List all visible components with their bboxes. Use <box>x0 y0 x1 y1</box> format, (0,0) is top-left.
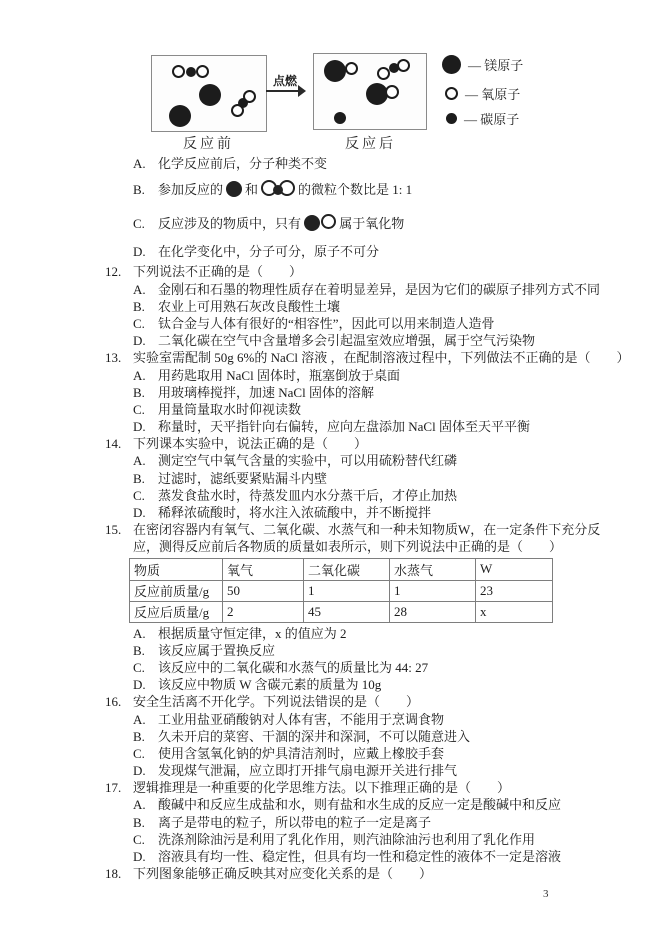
table-cell: 2 <box>223 601 304 622</box>
table-cell: 23 <box>476 580 553 601</box>
option-17-a: A. 酸碱中和反应生成盐和水，则有盐和水生成的反应一定是酸碱中和反应 <box>133 797 562 813</box>
option-15-b: B. 该反应属于置换反应 <box>133 642 276 658</box>
before-label: 反应前 <box>183 137 234 152</box>
option-12-a: A. 金刚石和石墨的物理性质存在着明显差异，是因为它们的碳原子排列方式不同 <box>133 281 601 297</box>
option-16-d: D. 发现煤气泄漏，应立即打开排气扇电源开关进行排气 <box>133 763 458 779</box>
magnesium-atom-icon <box>442 55 461 74</box>
magnesium-atom-icon <box>304 215 320 231</box>
option-13-a: A. 用药匙取用 NaCl 固体时，瓶塞倒放于桌面 <box>133 367 400 383</box>
option-15-c: C. 该反应中的二氧化碳和水蒸气的质量比为 44: 27 <box>133 659 429 675</box>
oxygen-atom-icon <box>397 59 410 72</box>
table-cell: 反应后质量/g <box>130 601 223 622</box>
question-12: 12. 下列说法不正确的是（ ） <box>105 264 303 280</box>
reaction-diagram <box>0 0 661 150</box>
legend-label: — 氧原子 <box>465 87 521 102</box>
option-11-a: A. 化学反应前后，分子种类不变 <box>133 156 328 171</box>
question-body <box>0 150 661 882</box>
page-number: 3 <box>543 888 549 900</box>
carbon-atom-icon <box>334 112 346 124</box>
question-15: 15. 在密闭容器内有氧气、二氧化碳、水蒸气和一种未知物质W，在一定条件下充分反 <box>105 522 601 538</box>
option-16-b: B. 久未开启的菜窖、干涸的深井和深洞，不可以随意进入 <box>133 728 471 744</box>
question-17: 17. 逻辑推理是一种重要的化学思维方法。以下推理正确的是（ ） <box>105 780 511 796</box>
question-15-line2: 应，测得反应前后各物质的质量如表所示，则下列说法中正确的是（ ） <box>133 539 563 555</box>
magnesium-atom-icon <box>199 84 221 106</box>
table-cell: x <box>476 601 553 622</box>
carbon-atom-icon <box>446 113 457 124</box>
co2-molecule-icon <box>261 180 295 200</box>
oxygen-atom-icon <box>172 65 185 78</box>
reaction-arrow-head <box>298 85 306 97</box>
option-11-d: D. 在化学变化中，分子可分，原子不可分 <box>133 244 380 260</box>
table-cell: 水蒸气 <box>390 558 476 580</box>
table-cell: 45 <box>304 601 390 622</box>
ignite-label: 点燃 <box>272 74 297 88</box>
oxygen-atom-icon <box>445 87 458 100</box>
table-cell: 反应前质量/g <box>130 580 223 601</box>
option-13-d: D. 称量时，天平指针向右偏转，应向左盘添加 NaCl 固体至天平平衡 <box>133 419 530 435</box>
option-15-a: A. 根据质量守恒定律，x 的值应为 2 <box>133 625 347 641</box>
table-row <box>130 601 553 622</box>
table-cell: 1 <box>304 580 390 601</box>
table-cell: 1 <box>390 580 476 601</box>
table-cell: 氧气 <box>223 558 304 580</box>
legend-item-o <box>445 84 520 103</box>
question-16: 16. 安全生活离不开化学。下列说法错误的是（ ） <box>105 694 420 710</box>
option-14-b: B. 过滤时，滤纸要紧贴漏斗内壁 <box>133 470 328 486</box>
question-18: 18. 下列图象能够正确反映其对应变化关系的是（ ） <box>105 866 433 882</box>
after-label: 反应后 <box>345 137 396 152</box>
option-13-b: B. 用玻璃棒搅拌，加速 NaCl 固体的溶解 <box>133 384 374 400</box>
carbon-atom-icon <box>238 98 248 108</box>
question-14: 14. 下列课本实验中，说法正确的是（ ） <box>105 436 368 452</box>
oxygen-atom-icon <box>377 67 390 80</box>
option-11-c: C. 反应涉及的物质中，只有 属于氧化物 <box>133 216 405 232</box>
reaction-after-box <box>313 53 427 130</box>
option-17-b: B. 离子是带电的粒子，所以带电的粒子一定是离子 <box>133 814 432 830</box>
table-cell: W <box>476 558 553 580</box>
mass-table <box>129 558 553 623</box>
option-11-b: B. 参加反应的 和 的微粒个数比是 1: 1 <box>0 180 661 200</box>
table-cell: 物质 <box>130 558 223 580</box>
oxygen-atom-icon <box>321 214 336 229</box>
magnesium-atom-icon <box>226 181 242 197</box>
magnesium-atom-icon <box>324 60 346 82</box>
carbon-atom-icon <box>186 67 196 77</box>
option-14-c: C. 蒸发食盐水时，待蒸发皿内水分蒸干后，才停止加热 <box>133 487 458 503</box>
option-14-a: A. 测定空气中氧气含量的实验中，可以用硫粉替代红磷 <box>133 453 458 469</box>
table-cell: 50 <box>223 580 304 601</box>
reaction-arrow <box>266 90 299 92</box>
option-14-d: D. 稀释浓硫酸时，将水注入浓硫酸中，并不断搅拌 <box>133 505 432 520</box>
option-12-b: B. 农业上可用熟石灰改良酸性土壤 <box>133 298 341 314</box>
oxygen-atom-icon <box>345 62 358 75</box>
option-12-d: D. 二氧化碳在空气中含量增多会引起温室效应增强，属于空气污染物 <box>133 333 536 349</box>
table-cell: 二氧化碳 <box>304 558 390 580</box>
magnesium-atom-icon <box>169 105 191 127</box>
option-17-c: C. 洗涤剂除油污是利用了乳化作用，则汽油除油污也利用了乳化作用 <box>133 831 536 847</box>
option-15-d: D. 该反应中物质 W 含碳元素的质量为 10g <box>133 677 382 693</box>
option-16-c: C. 使用含氢氧化钠的炉具清洁剂时，应戴上橡胶手套 <box>133 745 445 761</box>
table-cell: 28 <box>390 601 476 622</box>
option-13-c: C. 用量筒量取水时仰视读数 <box>133 401 302 417</box>
option-16-a: A. 工业用盐亚硝酸钠对人体有害，不能用于烹调食物 <box>133 711 445 727</box>
reaction-before-box <box>151 55 267 132</box>
oxygen-atom-icon <box>385 85 399 99</box>
legend-item-c <box>446 109 519 128</box>
table-row <box>130 580 553 601</box>
option-12-c: C. 钛合金与人体有很好的“相容性”，因此可以用来制造人造骨 <box>133 315 495 331</box>
question-13: 13. 实验室需配制 50g 6%的 NaCl 溶液 ，在配制溶液过程中，下列做法不正确的是（ ） <box>105 350 630 366</box>
legend-label: — 镁原子 <box>468 58 524 73</box>
legend-item-mg <box>442 55 523 74</box>
oxygen-atom-icon <box>196 65 209 78</box>
table-header-row <box>130 558 553 580</box>
legend-label: — 碳原子 <box>464 112 520 127</box>
carbon-atom-icon <box>389 63 399 73</box>
option-17-d: D. 溶液具有均一性、稳定性，但具有均一性和稳定性的液体不一定是溶液 <box>133 849 562 864</box>
